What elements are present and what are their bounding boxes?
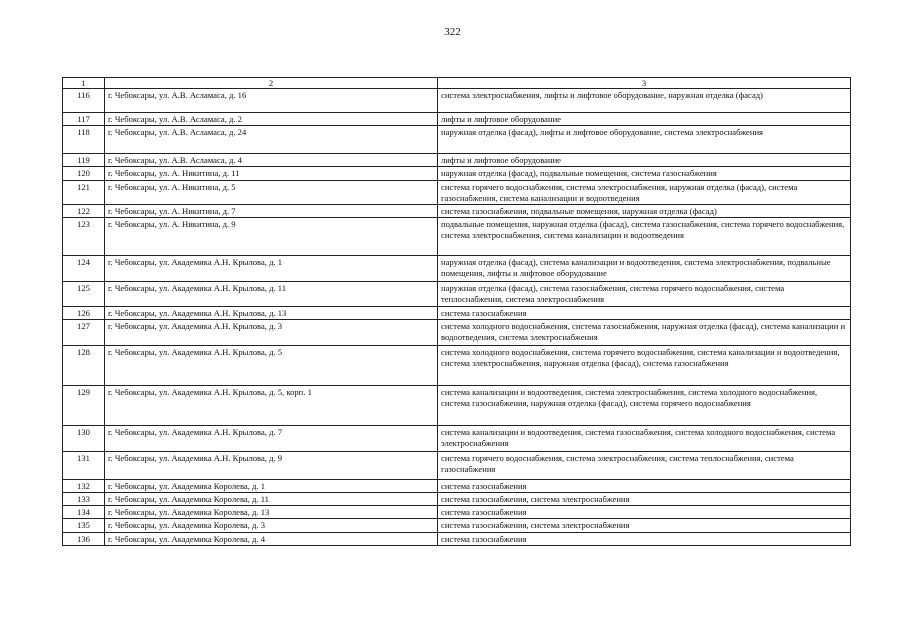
page-number: 322 [444, 26, 461, 38]
table-header-row [63, 78, 851, 89]
address-cell: г. Чебоксары, ул. А. Никитина, д. 5 [105, 180, 438, 204]
address-cell: г. Чебоксары, ул. Академика А.Н. Крылова, д. 9 [105, 451, 438, 479]
address-cell: г. Чебоксары, ул. А.В. Асламаса, д. 16 [105, 89, 438, 113]
address-cell: г. Чебоксары, ул. Академика А.Н. Крылова, д. 7 [105, 425, 438, 451]
table-row [63, 506, 851, 519]
table-row [63, 425, 851, 451]
systems-cell: наружная отделка (фасад), система канализации и водоотведения, система электроснабжения, подвальные помещения, лифты и лифтовое оборудование [438, 256, 851, 282]
systems-cell: система горячего водоснабжения, система электроснабжения, система теплоснабжения, система газоснабжения [438, 451, 851, 479]
address-cell: г. Чебоксары, ул. Академика А.Н. Крылова, д. 3 [105, 319, 438, 345]
table-row [63, 167, 851, 180]
table-row [63, 479, 851, 492]
row-number: 124 [63, 256, 105, 282]
row-number: 126 [63, 306, 105, 319]
systems-cell: подвальные помещения, наружная отделка (фасад), система газоснабжения, система горячего водоснабжения, система электроснабжения, система канализации и водоотведения [438, 218, 851, 256]
table-row [63, 532, 851, 545]
table-row [63, 319, 851, 345]
address-cell: г. Чебоксары, ул. А.В. Асламаса, д. 4 [105, 154, 438, 167]
column-header: 3 [438, 78, 851, 89]
systems-cell: система электроснабжения, лифты и лифтовое оборудование, наружная отделка (фасад) [438, 89, 851, 113]
row-number: 131 [63, 451, 105, 479]
address-cell: г. Чебоксары, ул. Академика А.Н. Крылова, д. 5, корп. 1 [105, 385, 438, 425]
row-number: 135 [63, 519, 105, 532]
row-number: 130 [63, 425, 105, 451]
row-number: 134 [63, 506, 105, 519]
table-row [63, 306, 851, 319]
systems-cell: лифты и лифтовое оборудование [438, 113, 851, 126]
systems-cell: наружная отделка (фасад), система газоснабжения, система горячего водоснабжения, система теплоснабжения, система электроснабжения [438, 282, 851, 306]
row-number: 119 [63, 154, 105, 167]
systems-cell: система газоснабжения [438, 506, 851, 519]
table-row [63, 282, 851, 306]
table-row [63, 89, 851, 113]
row-number: 129 [63, 385, 105, 425]
table-row [63, 385, 851, 425]
address-cell: г. Чебоксары, ул. Академика А.Н. Крылова, д. 5 [105, 345, 438, 385]
row-number: 116 [63, 89, 105, 113]
address-cell: г. Чебоксары, ул. А. Никитина, д. 11 [105, 167, 438, 180]
address-cell: г. Чебоксары, ул. Академика Королева, д. 11 [105, 493, 438, 506]
row-number: 127 [63, 319, 105, 345]
systems-cell: лифты и лифтовое оборудование [438, 154, 851, 167]
table-row [63, 519, 851, 532]
systems-cell: система холодного водоснабжения, система горячего водоснабжения, система канализации и водоотведения, система электроснабжения, наружная отделка (фасад), система газоснабжения [438, 345, 851, 385]
row-number: 128 [63, 345, 105, 385]
systems-cell: система канализации и водоотведения, система газоснабжения, система холодного водоснабжения, система электроснабжения [438, 425, 851, 451]
row-number: 121 [63, 180, 105, 204]
table-row [63, 493, 851, 506]
address-cell: г. Чебоксары, ул. Академика Королева, д. 4 [105, 532, 438, 545]
table-row [63, 205, 851, 218]
table-row [63, 451, 851, 479]
row-number: 122 [63, 205, 105, 218]
systems-cell: наружная отделка (фасад), лифты и лифтовое оборудование, система электроснабжения [438, 126, 851, 154]
address-cell: г. Чебоксары, ул. Академика А.Н. Крылова, д. 13 [105, 306, 438, 319]
address-cell: г. Чебоксары, ул. А.В. Асламаса, д. 24 [105, 126, 438, 154]
systems-cell: система канализации и водоотведения, система электроснабжения, система холодного водоснабжения, система газоснабжения, наружная отделка (фасад), система горячего водоснабжения [438, 385, 851, 425]
row-number: 133 [63, 493, 105, 506]
systems-cell: наружная отделка (фасад), подвальные помещения, система газоснабжения [438, 167, 851, 180]
row-number: 123 [63, 218, 105, 256]
systems-cell: система газоснабжения, подвальные помещения, наружная отделка (фасад) [438, 205, 851, 218]
address-cell: г. Чебоксары, ул. Академика Королева, д. 3 [105, 519, 438, 532]
systems-cell: система газоснабжения, система электроснабжения [438, 493, 851, 506]
systems-cell: система холодного водоснабжения, система газоснабжения, наружная отделка (фасад), система канализации и водоотведения, система электроснабжения [438, 319, 851, 345]
column-header: 1 [63, 78, 105, 89]
register-table [62, 77, 851, 546]
address-cell: г. Чебоксары, ул. А.В. Асламаса, д. 2 [105, 113, 438, 126]
table-row [63, 154, 851, 167]
address-cell: г. Чебоксары, ул. Академика А.Н. Крылова, д. 1 [105, 256, 438, 282]
row-number: 118 [63, 126, 105, 154]
row-number: 132 [63, 479, 105, 492]
row-number: 136 [63, 532, 105, 545]
table-row [63, 113, 851, 126]
address-cell: г. Чебоксары, ул. Академика А.Н. Крылова, д. 11 [105, 282, 438, 306]
systems-cell: система горячего водоснабжения, система электроснабжения, наружная отделка (фасад), система газоснабжения, система канализации и водоотведения [438, 180, 851, 204]
table-row [63, 180, 851, 204]
table-row [63, 126, 851, 154]
column-header: 2 [105, 78, 438, 89]
table-row [63, 345, 851, 385]
address-cell: г. Чебоксары, ул. А. Никитина, д. 7 [105, 205, 438, 218]
row-number: 117 [63, 113, 105, 126]
address-cell: г. Чебоксары, ул. А. Никитина, д. 9 [105, 218, 438, 256]
table-row [63, 218, 851, 256]
systems-cell: система газоснабжения, система электроснабжения [438, 519, 851, 532]
address-cell: г. Чебоксары, ул. Академика Королева, д. 1 [105, 479, 438, 492]
table-row [63, 256, 851, 282]
row-number: 125 [63, 282, 105, 306]
systems-cell: система газоснабжения [438, 306, 851, 319]
systems-cell: система газоснабжения [438, 479, 851, 492]
address-cell: г. Чебоксары, ул. Академика Королева, д. 13 [105, 506, 438, 519]
row-number: 120 [63, 167, 105, 180]
systems-cell: система газоснабжения [438, 532, 851, 545]
